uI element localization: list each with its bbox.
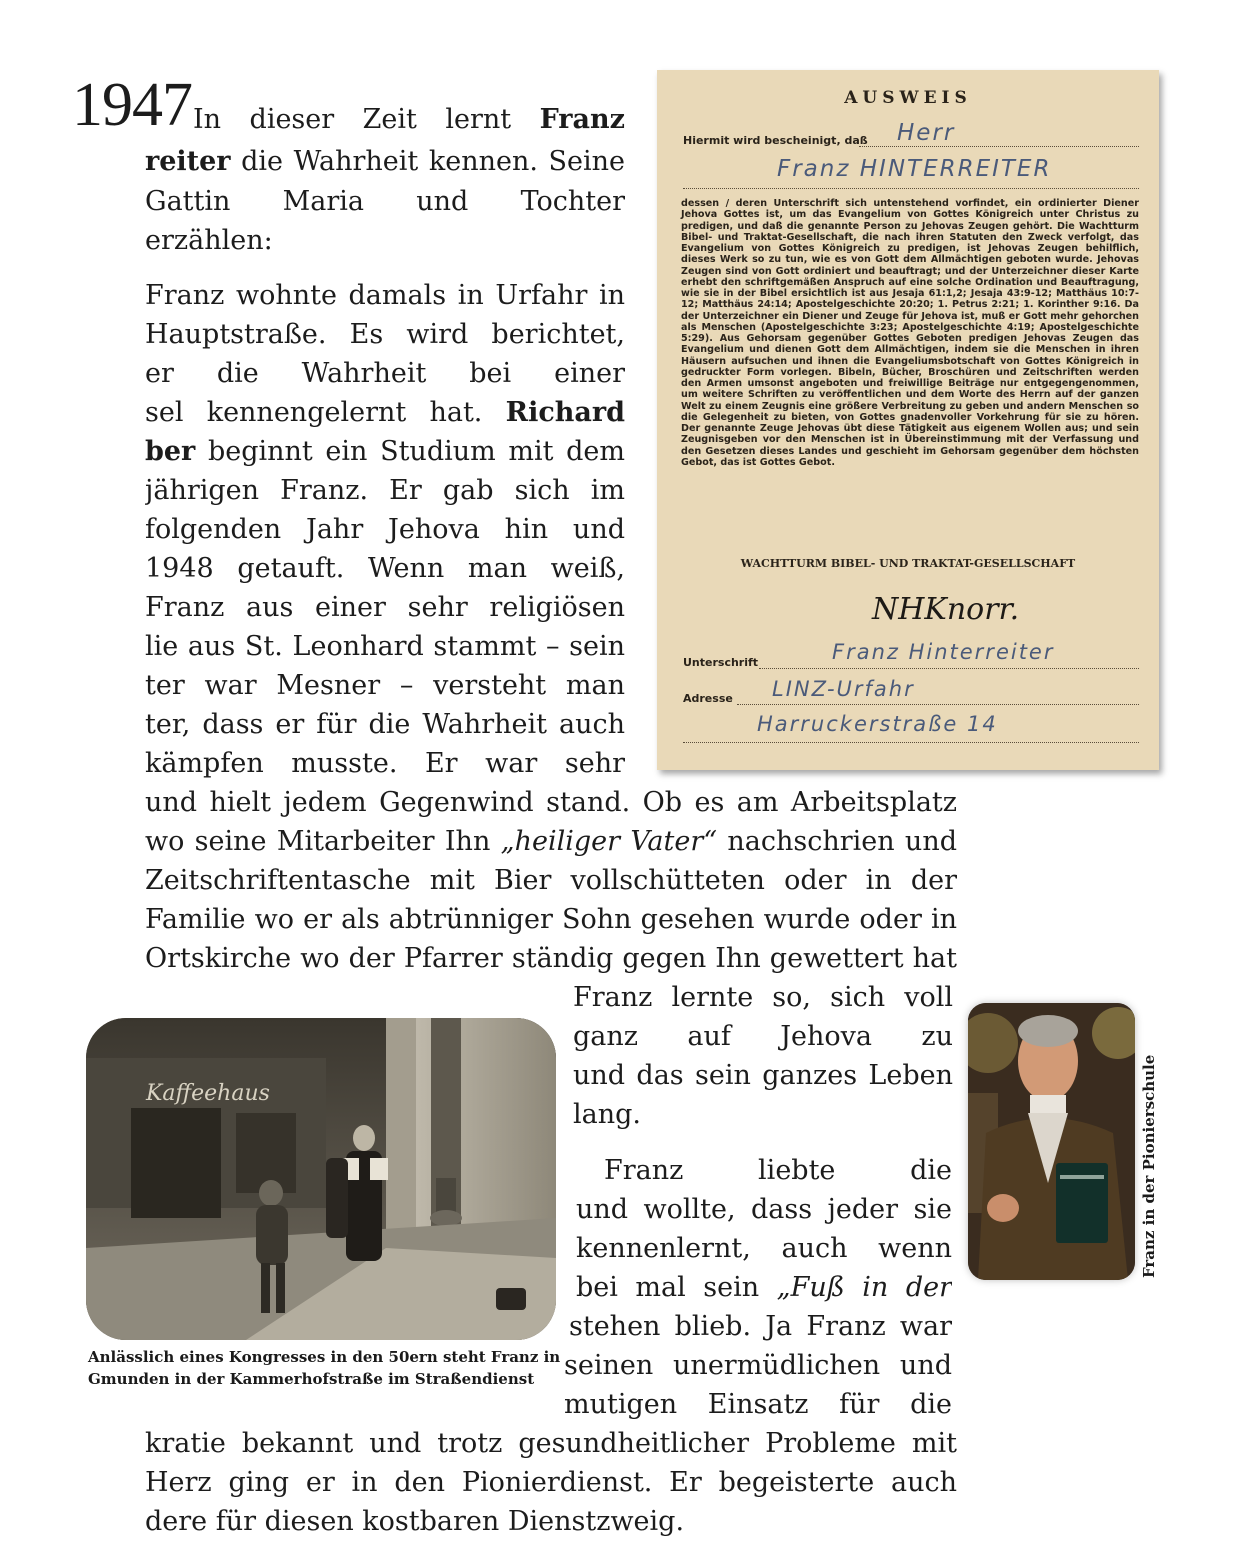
text-line: Franz liebte die — [604, 1155, 952, 1186]
text-line: seinen unermüdlichen und — [564, 1350, 952, 1381]
text-line: ter war Mesner – versteht man — [145, 670, 625, 701]
card-dotted-line — [683, 742, 1139, 743]
text-line: ter, dass er für die Wahrheit auch — [145, 709, 625, 740]
card-knorr-signature: NHKnorr. — [872, 592, 1020, 627]
street-photo — [86, 1018, 556, 1340]
text-line: und das sein ganzes Leben — [573, 1060, 953, 1091]
text-line: wo seine Mitarbeiter Ihn „heiliger Vater“ nachschrien und — [145, 826, 957, 857]
text-line: dere für diesen kostbaren Dienstzweig. — [145, 1506, 685, 1537]
street-caption-line: Gmunden in der Kammerhofstraße im Straßendienst — [88, 1370, 535, 1388]
year-heading: 1947 — [72, 71, 192, 139]
text-line: und hielt jedem Gegenwind stand. Ob es am Arbeitsplatz — [145, 787, 957, 818]
portrait-caption: Franz in der Pionierschule — [1140, 1054, 1158, 1278]
text-line: Franz aus einer sehr religiösen — [145, 592, 625, 623]
text-line: und wollte, dass jeder sie — [576, 1194, 952, 1225]
card-society: WACHTTURM BIBEL- UND TRAKTAT-GESELLSCHAFT — [740, 557, 1076, 570]
card-title: AUSWEIS — [844, 88, 972, 108]
text-line: Familie wo er als abtrünniger Sohn gesehen wurde oder in — [145, 904, 957, 935]
card-dotted-line — [859, 146, 1139, 147]
card-hand-city: LINZ-Urfahr — [772, 677, 915, 701]
text-line: lie aus St. Leonhard stammt – sein — [145, 631, 625, 662]
card-hand-name: Franz HINTERREITER — [777, 156, 1052, 182]
text-line: jährigen Franz. Er gab sich im — [145, 475, 625, 506]
text-line: In dieser Zeit lernt Franz — [193, 104, 625, 135]
text-line: lang. — [573, 1099, 641, 1130]
card-dotted-line — [737, 704, 1139, 705]
street-scene — [86, 1018, 556, 1340]
text-line: er die Wahrheit bei einer — [145, 358, 625, 389]
card-hand-signature: Franz Hinterreiter — [832, 640, 1055, 664]
text-line: kratie bekannt und trotz gesundheitlicher Probleme mit — [145, 1428, 957, 1459]
portrait-photo — [968, 1003, 1135, 1280]
card-dotted-line — [759, 668, 1139, 669]
text-line: 1948 getauft. Wenn man weiß, — [145, 553, 625, 584]
portrait-scene — [968, 1003, 1135, 1280]
text-line: Herz ging er in den Pionierdienst. Er begeisterte auch — [145, 1467, 957, 1498]
street-sign-text: Kaffeehaus — [146, 1081, 270, 1106]
card-certify-label: Hiermit wird bescheinigt, daß — [683, 134, 868, 147]
text-line: folgenden Jahr Jehova hin und — [145, 514, 625, 545]
card-dotted-line — [683, 188, 1139, 189]
card-adresse-label: Adresse — [683, 692, 733, 705]
text-line: Franz wohnte damals in Urfahr in — [145, 280, 625, 311]
card-unterschrift-label: Unterschrift — [683, 656, 759, 669]
text-line: stehen blieb. Ja Franz war — [569, 1311, 952, 1342]
text-line: Franz lernte so, sich voll — [573, 982, 953, 1013]
text-line: reiter die Wahrheit kennen. Seine — [145, 146, 625, 177]
text-line: Gattin Maria und Tochter — [145, 186, 625, 217]
street-caption-line: Anlässlich eines Kongresses in den 50ern steht Franz in — [88, 1348, 561, 1366]
text-line: mutigen Einsatz für die — [564, 1389, 952, 1420]
text-line: Hauptstraße. Es wird berichtet, — [145, 319, 625, 350]
text-line: Zeitschriftentasche mit Bier vollschütteten oder in der — [145, 865, 957, 896]
text-line: erzählen: — [145, 225, 273, 256]
text-line: sel kennengelernt hat. Richard — [145, 397, 625, 428]
text-line: kämpfen musste. Er war sehr — [145, 748, 625, 779]
text-line: ganz auf Jehova zu — [573, 1021, 953, 1052]
card-body-text: dessen / deren Unterschrift sich untenstehend vorfindet, ein ordinierter Diener Jehova Gottes ist, um das Evangelium von Gottes Königreich unter Christus zu predigen, und daß die genannte Person zu Jehovas Zeugen gehört. Die Wachtturm Bibel- und Traktat-Gesellschaft, die nach ihren Statuten den Zweck verfolgt, das Evangelium von Gottes Königreich zu predigen, ist Jehovas Zeugen behilflich, dieses Werk so zu tun, wie es von Gott dem Allmächtigen geboten wurde. Jehovas Zeugen sind von Gott ordiniert und beauftragt; und der Unterzeichner dieser Karte erhebt den schriftgemäßen Anspruch auf eine solche Ordination und Beauftragung, wie sie in der Bibel ersichtlich ist aus Jesaja 61:1,2; Jesaja 43:9-12; Matthäus 10:7-12; Matthäus 24:14; Apostelgeschichte 20:20; 1. Petrus 2:21; 1. Korinther 9:16. Da der Unterzeichner ein Diener und Zeuge für Jehova ist, muß er Gott mehr gehorchen als Menschen (Apostelgeschichte 3:23; Apostelgeschichte 4:19; Apostelgeschichte 5:29). Aus Gehorsam gegenüber Gottes Geboten predigen Jehovas Zeugen das Evangelium und dienen Gott dem Allmächtigen, indem sie die Menschen in ihren Häusern aufsuchen und ihnen die Evangeliumsbotschaft von Gottes Königreich in gedruckter Form vorlegen. Bibeln, Bücher, Broschüren und Zeitschriften werden den Armen umsonst angeboten und freiwillige Beiträge nur entgegengenommen, um weitere Schriften zu veröffentlichen und dem Worte des Herrn auf der ganzen Welt zu einem Zeugnis eine größere Verbreitung zu geben und andern Menschen so die Gelegenheit zu bieten, von Gottes gnadenvoller Vorkehrung für sie zu hören. Der genannte Zeuge Jehovas übt diese Tätigkeit aus eigenem Wollen aus; und sein Zeugnisgeben vor den Menschen ist in Übereinstimmung mit der Verfassung und den Gesetzen dieses Landes und geschieht im Gehorsam gegenüber dem höchsten Gebot, das ist Gottes Gebot. — [681, 198, 1139, 468]
card-hand-salutation: Herr — [897, 120, 956, 146]
text-line: Ortskirche wo der Pfarrer ständig gegen Ihn gewettert hat — [145, 943, 957, 974]
text-line: ber beginnt ein Studium mit dem — [145, 436, 625, 467]
card-hand-street: Harruckerstraße 14 — [757, 712, 998, 736]
text-line: kennenlernt, auch wenn — [576, 1233, 952, 1264]
ausweis-card — [657, 70, 1159, 770]
text-line: bei mal sein „Fuß in der — [576, 1272, 952, 1303]
